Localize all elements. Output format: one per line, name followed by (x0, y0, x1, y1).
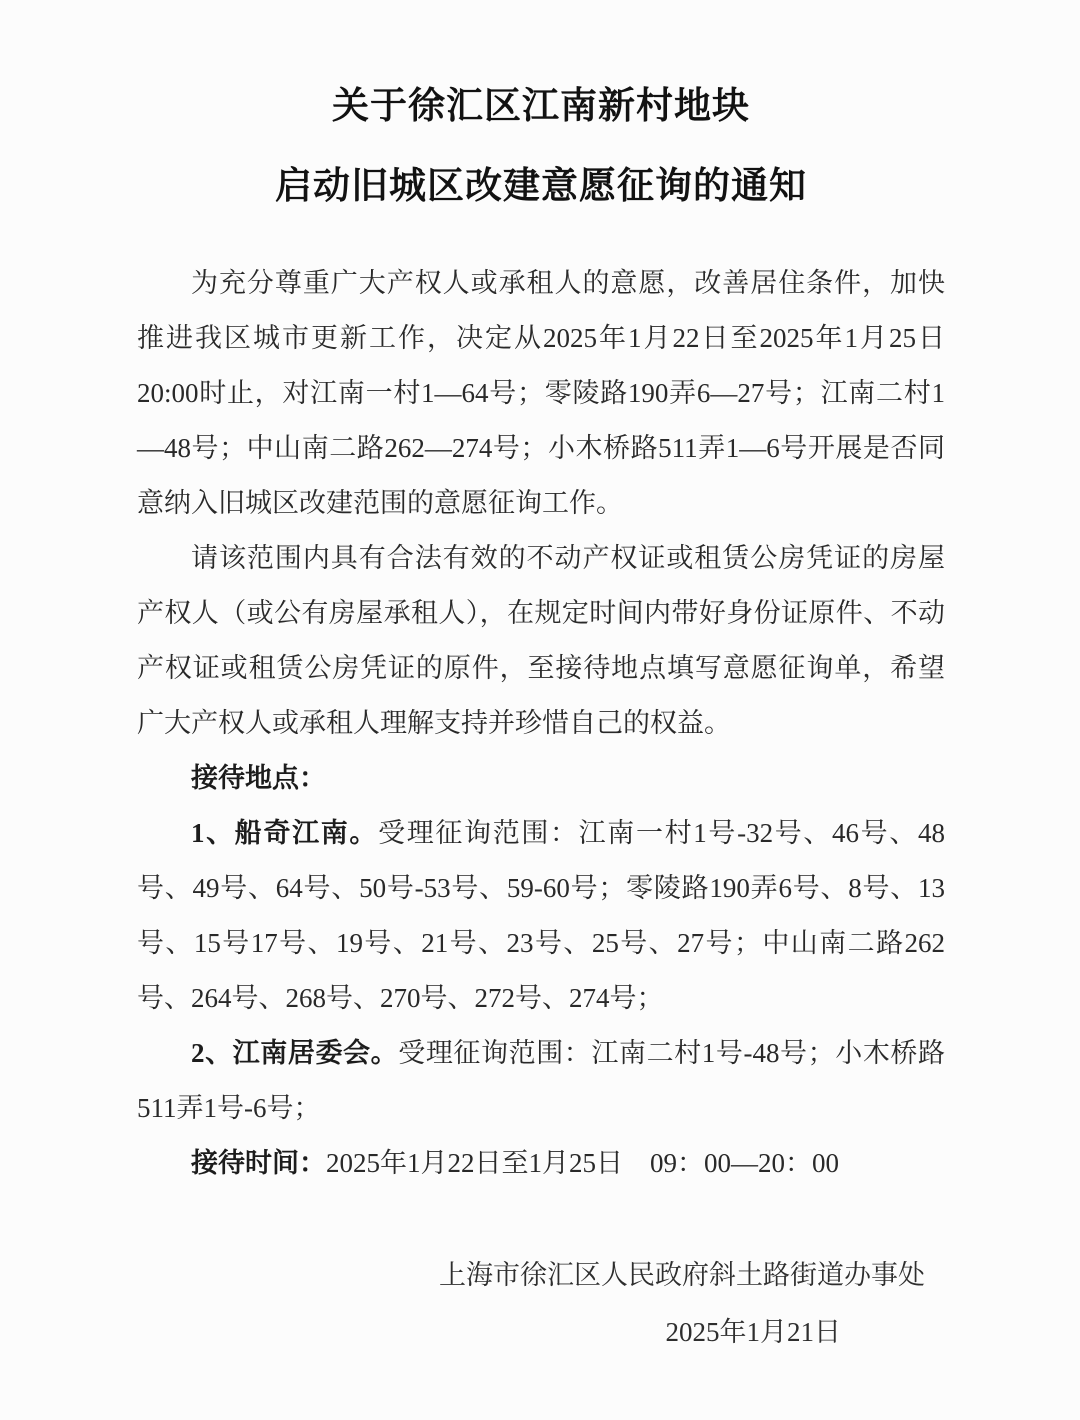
paragraph (137, 806, 945, 1026)
notice-title (137, 66, 945, 226)
paragraph-segment: 为充分尊重广大产权人或承租人的意愿，改善居住条件，加快推进我区城市更新工作，决定从2025年1月22日至2025年1月25日20:00时止，对江南一村1—64号；零陵路190弄6—27号；江南二村1—48号；中山南二路262—274号；小木桥路511弄1—6号开展是否同意纳入旧城区改建范围的意愿征询工作。 (137, 268, 945, 518)
paragraph (137, 256, 945, 531)
date-line: 2025年1月21日 (665, 1317, 841, 1347)
paragraph-segment-bold: 2、江南居委会。 (191, 1038, 399, 1068)
paragraph (137, 531, 945, 751)
paragraph (137, 1026, 945, 1136)
document-footer (137, 1247, 945, 1361)
paragraph (137, 1136, 945, 1191)
document-body (137, 256, 945, 1191)
signature-line: 上海市徐汇区人民政府斜土路街道办事处 (439, 1260, 925, 1290)
notice-title-line1: 关于徐汇区江南新村地块 (332, 85, 750, 126)
paragraph-segment: 受理征询范围：江南二村1号-48号；小木桥路511弄1号-6号； (137, 1038, 945, 1123)
paragraph-segment: 2025年1月22日至1月25日 09：00—20：00 (326, 1148, 839, 1178)
paragraph-segment-bold: 接待地点： (191, 763, 326, 793)
notice-title-line2: 启动旧城区改建意愿征询的通知 (275, 165, 807, 206)
paragraph-segment-bold: 1、船奇江南。 (191, 818, 379, 848)
paragraph (137, 751, 945, 806)
paragraph-segment-bold: 接待时间： (191, 1148, 326, 1178)
paragraph-segment: 受理征询范围：江南一村1号-32号、46号、48号、49号、64号、50号-53号、59-60号；零陵路190弄6号、8号、13号、15号17号、19号、21号、23号、25号、27号；中山南二路262号、264号、268号、270号、272号、274号； (137, 818, 945, 1013)
paragraph-segment: 请该范围内具有合法有效的不动产权证或租赁公房凭证的房屋产权人（或公有房屋承租人），在规定时间内带好身份证原件、不动产权证或租赁公房凭证的原件，至接待地点填写意愿征询单，希望广大产权人或承租人理解支持并珍惜自己的权益。 (137, 543, 945, 738)
